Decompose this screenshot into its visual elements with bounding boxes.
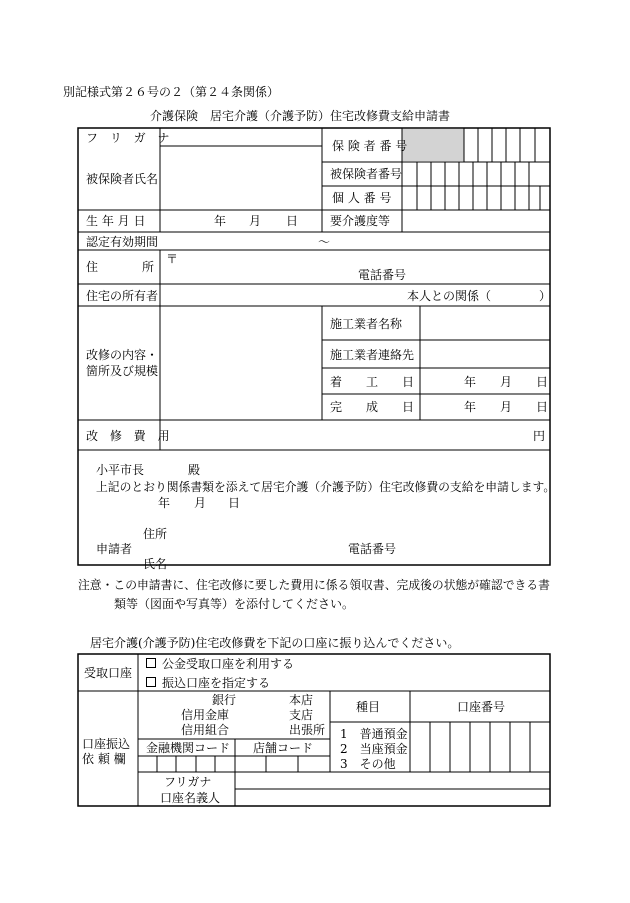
contractor-name-label: 施工業者名称 [330, 317, 403, 331]
application-statement: 上記のとおり関係書類を添えて居宅介護（介護予防）住宅改修費の支給を申請します。 [96, 480, 556, 494]
account-holder-label: 口座名義人 [160, 791, 221, 805]
birth-month: 月 [249, 214, 262, 228]
complete-day: 日 [536, 400, 549, 414]
shucho-label: 出張所 [289, 723, 326, 737]
postal-mark: 〒 [166, 252, 179, 266]
complete-date-label: 完 成 日 [330, 400, 415, 414]
bank-code-label: 金融機関コード [146, 741, 231, 755]
renovation-content-label-2: 箇所及び規模 [86, 364, 159, 378]
checkbox-public-account[interactable] [146, 658, 156, 668]
checkbox-specified-account[interactable] [146, 677, 156, 687]
care-level-label: 要介護度等 [330, 214, 391, 228]
type-option-3: 3 その他 [340, 757, 396, 771]
transfer-request-label-1: 口座振込 [82, 737, 131, 751]
start-month: 月 [500, 375, 513, 389]
kumiai-label: 信用組合 [181, 723, 230, 737]
note-line-1: 注意・この申請書に、住宅改修に要した費用に係る領収書、完成後の状態が確認できる書 [78, 578, 550, 592]
receive-account-label: 受取口座 [84, 666, 133, 680]
yen-unit: 円 [533, 429, 546, 443]
applicant-name-label: 氏名 [143, 557, 168, 571]
option-specified-account-label: 振込口座を指定する [162, 676, 271, 690]
form-title: 介護保険 居宅介護（介護予防）住宅改修費支給申請書 [150, 109, 451, 123]
honten-label: 本店 [289, 693, 314, 707]
start-date-label: 着 工 日 [330, 375, 415, 389]
type-option-1: 1 普通預金 [340, 727, 408, 741]
address-label-1: 住 [86, 260, 99, 274]
birth-day: 日 [286, 214, 299, 228]
renovation-content-label-1: 改修の内容・ [86, 348, 159, 362]
complete-month: 月 [500, 400, 513, 414]
start-day: 日 [536, 375, 549, 389]
form-number: 別記様式第２６号の２（第２４条関係） [63, 85, 280, 99]
relation-label: 本人との関係（ ） [407, 289, 552, 303]
insured-name-label: 被保険者氏名 [86, 172, 159, 186]
birth-date-label: 生 年 月 日 [86, 214, 146, 228]
shinkin-label: 信用金庫 [181, 708, 230, 722]
furigana-label: フ リ ガ ナ [86, 131, 174, 145]
type-option-2: 2 当座預金 [340, 742, 408, 756]
birth-year: 年 [214, 214, 227, 228]
mayor-label: 小平市長 [96, 463, 145, 477]
cost-label: 改 修 費 用 [86, 429, 174, 443]
contractor-contact-label: 施工業者連絡先 [330, 348, 415, 362]
option-specified-account[interactable] [146, 677, 270, 689]
start-year: 年 [464, 375, 477, 389]
bank-label: 銀行 [212, 693, 237, 707]
address-label-2: 所 [142, 260, 155, 274]
validity-period-label: 認定有効期間 [86, 235, 159, 249]
transfer-request-label-2: 依 頼 欄 [82, 752, 126, 766]
insurer-number-label: 保 険 者 番 号 [332, 139, 408, 153]
option-public-account[interactable] [146, 658, 294, 670]
applicant-phone-label: 電話番号 [348, 542, 397, 556]
phone-label: 電話番号 [358, 268, 407, 282]
dono-label: 殿 [188, 463, 201, 477]
applicant-address-label: 住所 [143, 527, 168, 541]
owner-label: 住宅の所有者 [86, 289, 159, 303]
holder-furigana-label: フリガナ [164, 775, 212, 789]
application-year: 年 [158, 496, 171, 510]
account-number-header: 口座番号 [457, 700, 506, 714]
application-month: 月 [194, 496, 207, 510]
transfer-instruction: 居宅介護(介護予防)住宅改修費を下記の口座に振り込んでください。 [90, 636, 460, 650]
insured-number-label: 被保険者番号 [330, 167, 403, 181]
branch-code-label: 店舗コード [253, 741, 314, 755]
application-day: 日 [228, 496, 241, 510]
shiten-label: 支店 [289, 708, 314, 722]
validity-tilde: ～ [318, 235, 331, 249]
complete-year: 年 [464, 400, 477, 414]
personal-number-label: 個 人 番 号 [332, 191, 392, 205]
option-public-account-label: 公金受取口座を利用する [162, 657, 295, 671]
applicant-label: 申請者 [96, 542, 133, 556]
note-line-2: 類等（図面や写真等）を添付してください。 [114, 597, 355, 611]
type-header: 種目 [356, 700, 381, 714]
